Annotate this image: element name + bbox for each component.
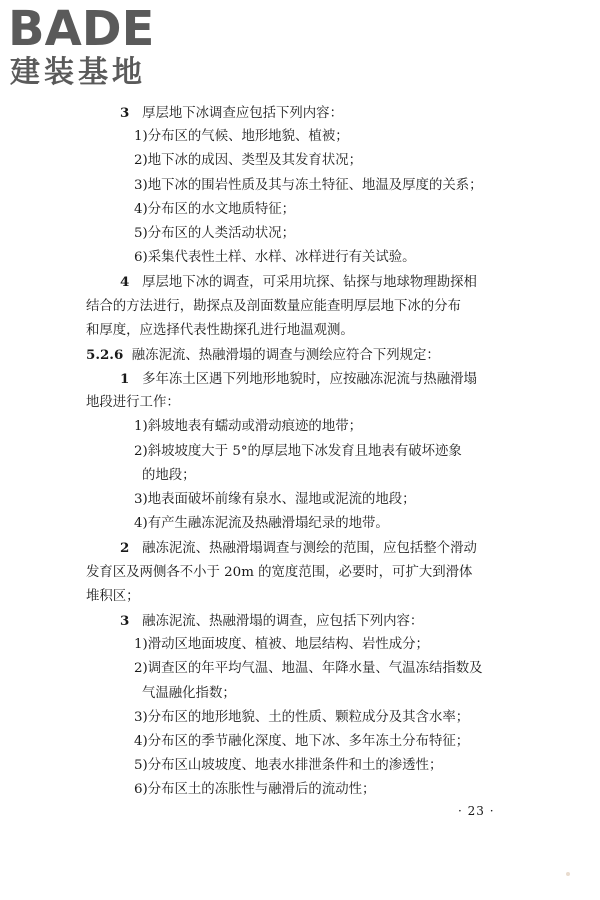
clause-number: 2 [120,540,130,557]
list-item: 1)斜坡地表有蠕动或滑动痕迹的地带； [134,419,362,435]
clause-4 [120,270,520,294]
list-item: 1)分布区的气候、地形地貌、植被； [134,129,349,145]
section-heading [86,343,520,367]
list-item-continued: 的地段； [142,467,196,483]
paragraph-line: 堆积区； [86,588,140,604]
clause-text: 多年冻土区遇下列地形地貌时，应按融冻泥流与热融滑塌 [142,372,477,388]
clause-3b [120,609,520,633]
page-number: · 23 · [458,804,495,818]
logo-subtitle: 建装基地 [10,55,146,90]
list-item: 1)滑动区地面坡度、植被、地层结构、岩性成分； [134,637,429,653]
list-item: 6)采集代表性土样、水样、冰样进行有关试验。 [134,250,416,266]
paragraph-line: 结合的方法进行，勘探点及剖面数量应能查明厚层地下冰的分布 [86,298,461,314]
clause-text: 厚层地下冰调查应包括下列内容： [142,106,343,121]
logo-wordmark: BADE [8,1,155,57]
list-item: 5)分布区的人类活动状况； [134,225,296,241]
clause-number: 1 [120,371,130,388]
paragraph-line: 地段进行工作： [86,395,180,411]
clause-1 [120,367,520,391]
section-number: 5.2.6 [86,346,124,363]
section-text: 融冻泥流、热融滑塌的调查与测绘应符合下列规定： [131,347,440,363]
paragraph-line: 发育区及两侧各不小于 20m 的宽度范围，必要时，可扩大到滑体 [86,564,473,580]
list-item: 4)有产生融冻泥流及热融滑塌纪录的地带。 [134,516,389,532]
list-item: 4)分布区的季节融化深度、地下冰、多年冻土分布特征； [134,733,470,749]
paragraph-line: 和厚度，应选择代表性勘探孔进行地温观测。 [86,322,354,338]
clause-text: 融冻泥流、热融滑塌调查与测绘的范围，应包括整个滑动 [142,541,477,557]
clause-number: 3 [120,612,130,629]
clause-text: 融冻泥流、热融滑塌的调查，应包括下列内容： [142,613,424,629]
list-item: 3)地下冰的围岩性质及其与冻土特征、地温及厚度的关系； [134,177,483,193]
list-item: 4)分布区的水文地质特征； [134,201,296,217]
clause-2 [120,536,520,560]
clause-3 [120,101,520,125]
clause-text: 厚层地下冰的调查，可采用坑探、钻探与地球物理勘探相 [142,275,477,291]
brand-logo [8,1,178,96]
list-item: 2)斜坡坡度大于 5°的厚层地下冰发育且地表有破坏迹象 [134,443,462,459]
clause-number: 4 [120,274,130,291]
scan-speck [566,872,570,876]
list-item: 2)地下冰的成因、类型及其发育状况； [134,153,362,169]
clause-number: 3 [120,105,130,121]
document-body [86,101,520,802]
list-item-continued: 气温融化指数； [142,685,236,701]
list-item: 3)地表面破坏前缘有泉水、湿地或泥流的地段； [134,492,416,507]
list-item: 6)分布区土的冻胀性与融滑后的流动性； [134,782,376,798]
list-item: 3)分布区的地形地貌、土的性质、颗粒成分及其含水率； [134,709,470,725]
list-item: 5)分布区山坡坡度、地表水排泄条件和土的渗透性； [134,758,443,774]
list-item: 2)调查区的年平均气温、地温、年降水量、气温冻结指数及 [134,661,483,677]
